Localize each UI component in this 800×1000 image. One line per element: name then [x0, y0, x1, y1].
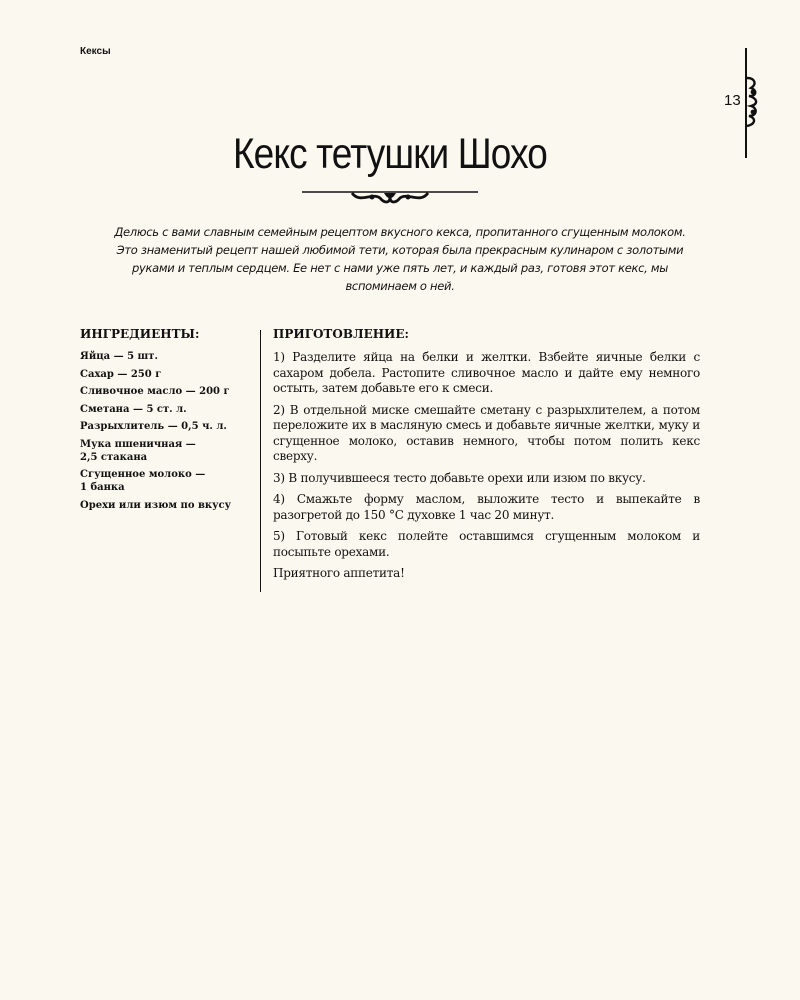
step-2: 2) В отдельной миске смешайте сметану с разрыхлителем, а потом переложите их в масляную смесь и добавьте яичные желтки, муку и сгущенное молоко, оставив немного, чтобы потом полить кекс сверху.	[273, 402, 700, 463]
closing-note: Приятного аппетита!	[273, 566, 405, 580]
step-3: 3) В получившееся тесто добавьте орехи или изюм по вкусу.	[273, 470, 646, 485]
ingredient-flour: Мука пшеничная — 2,5 стакана	[80, 438, 196, 463]
ingredient-butter: Сливочное масло — 200 г	[80, 386, 230, 397]
ingredients-list	[80, 350, 255, 516]
flourish-divider-icon	[300, 184, 480, 206]
ingredient-eggs: Яйца — 5 шт.	[80, 351, 158, 362]
preparation-heading: ПРИГОТОВЛЕНИЕ:	[273, 327, 409, 341]
section-label: Кексы	[80, 46, 111, 57]
ingredient-sugar: Сахар — 250 г	[80, 368, 162, 380]
step-4: 4) Смажьте форму маслом, выложите тесто и выпекайте в разогретой до 150 °С духовке 1 час 20 минут.	[273, 492, 700, 522]
flourish-icon	[747, 74, 761, 130]
recipe-title: Кекс тетушки Шохо	[232, 130, 548, 178]
step-5: 5) Готовый кекс полейте оставшимся сгущенным молоком и посыпьте орехами.	[273, 529, 700, 559]
ingredient-nuts: Орехи или изюм по вкусу	[80, 499, 232, 511]
ingredient-condensed-milk: Сгущенное молоко — 1 банка	[80, 469, 206, 493]
ingredient-baking-powder: Разрыхлитель — 0,5 ч. л.	[80, 421, 227, 432]
step-1: 1) Разделите яйца на белки и желтки. Взбейте яичные белки с сахаром добела. Растопите сливочное масло и дайте ему немного остыть, затем добавьте его к смеси.	[273, 350, 700, 395]
preparation-steps	[273, 350, 700, 588]
ingredients-heading: ИНГРЕДИЕНТЫ:	[80, 327, 200, 341]
page-number: 13	[724, 92, 741, 109]
recipe-intro: Делюсь с вами славным семейным рецептом вкусного кекса, пропитанного сгущенным молоком. Это знаменитый рецепт нашей любимой тети, которая была прекрасным кулинаром с золотыми руками и теплым сердцем. Ее нет с нами уже пять лет, и каждый раз, готовя этот кекс, мы вспоминаем о ней.	[114, 225, 686, 293]
ingredient-sour-cream: Сметана — 5 ст. л.	[80, 403, 187, 415]
column-divider	[260, 330, 261, 592]
